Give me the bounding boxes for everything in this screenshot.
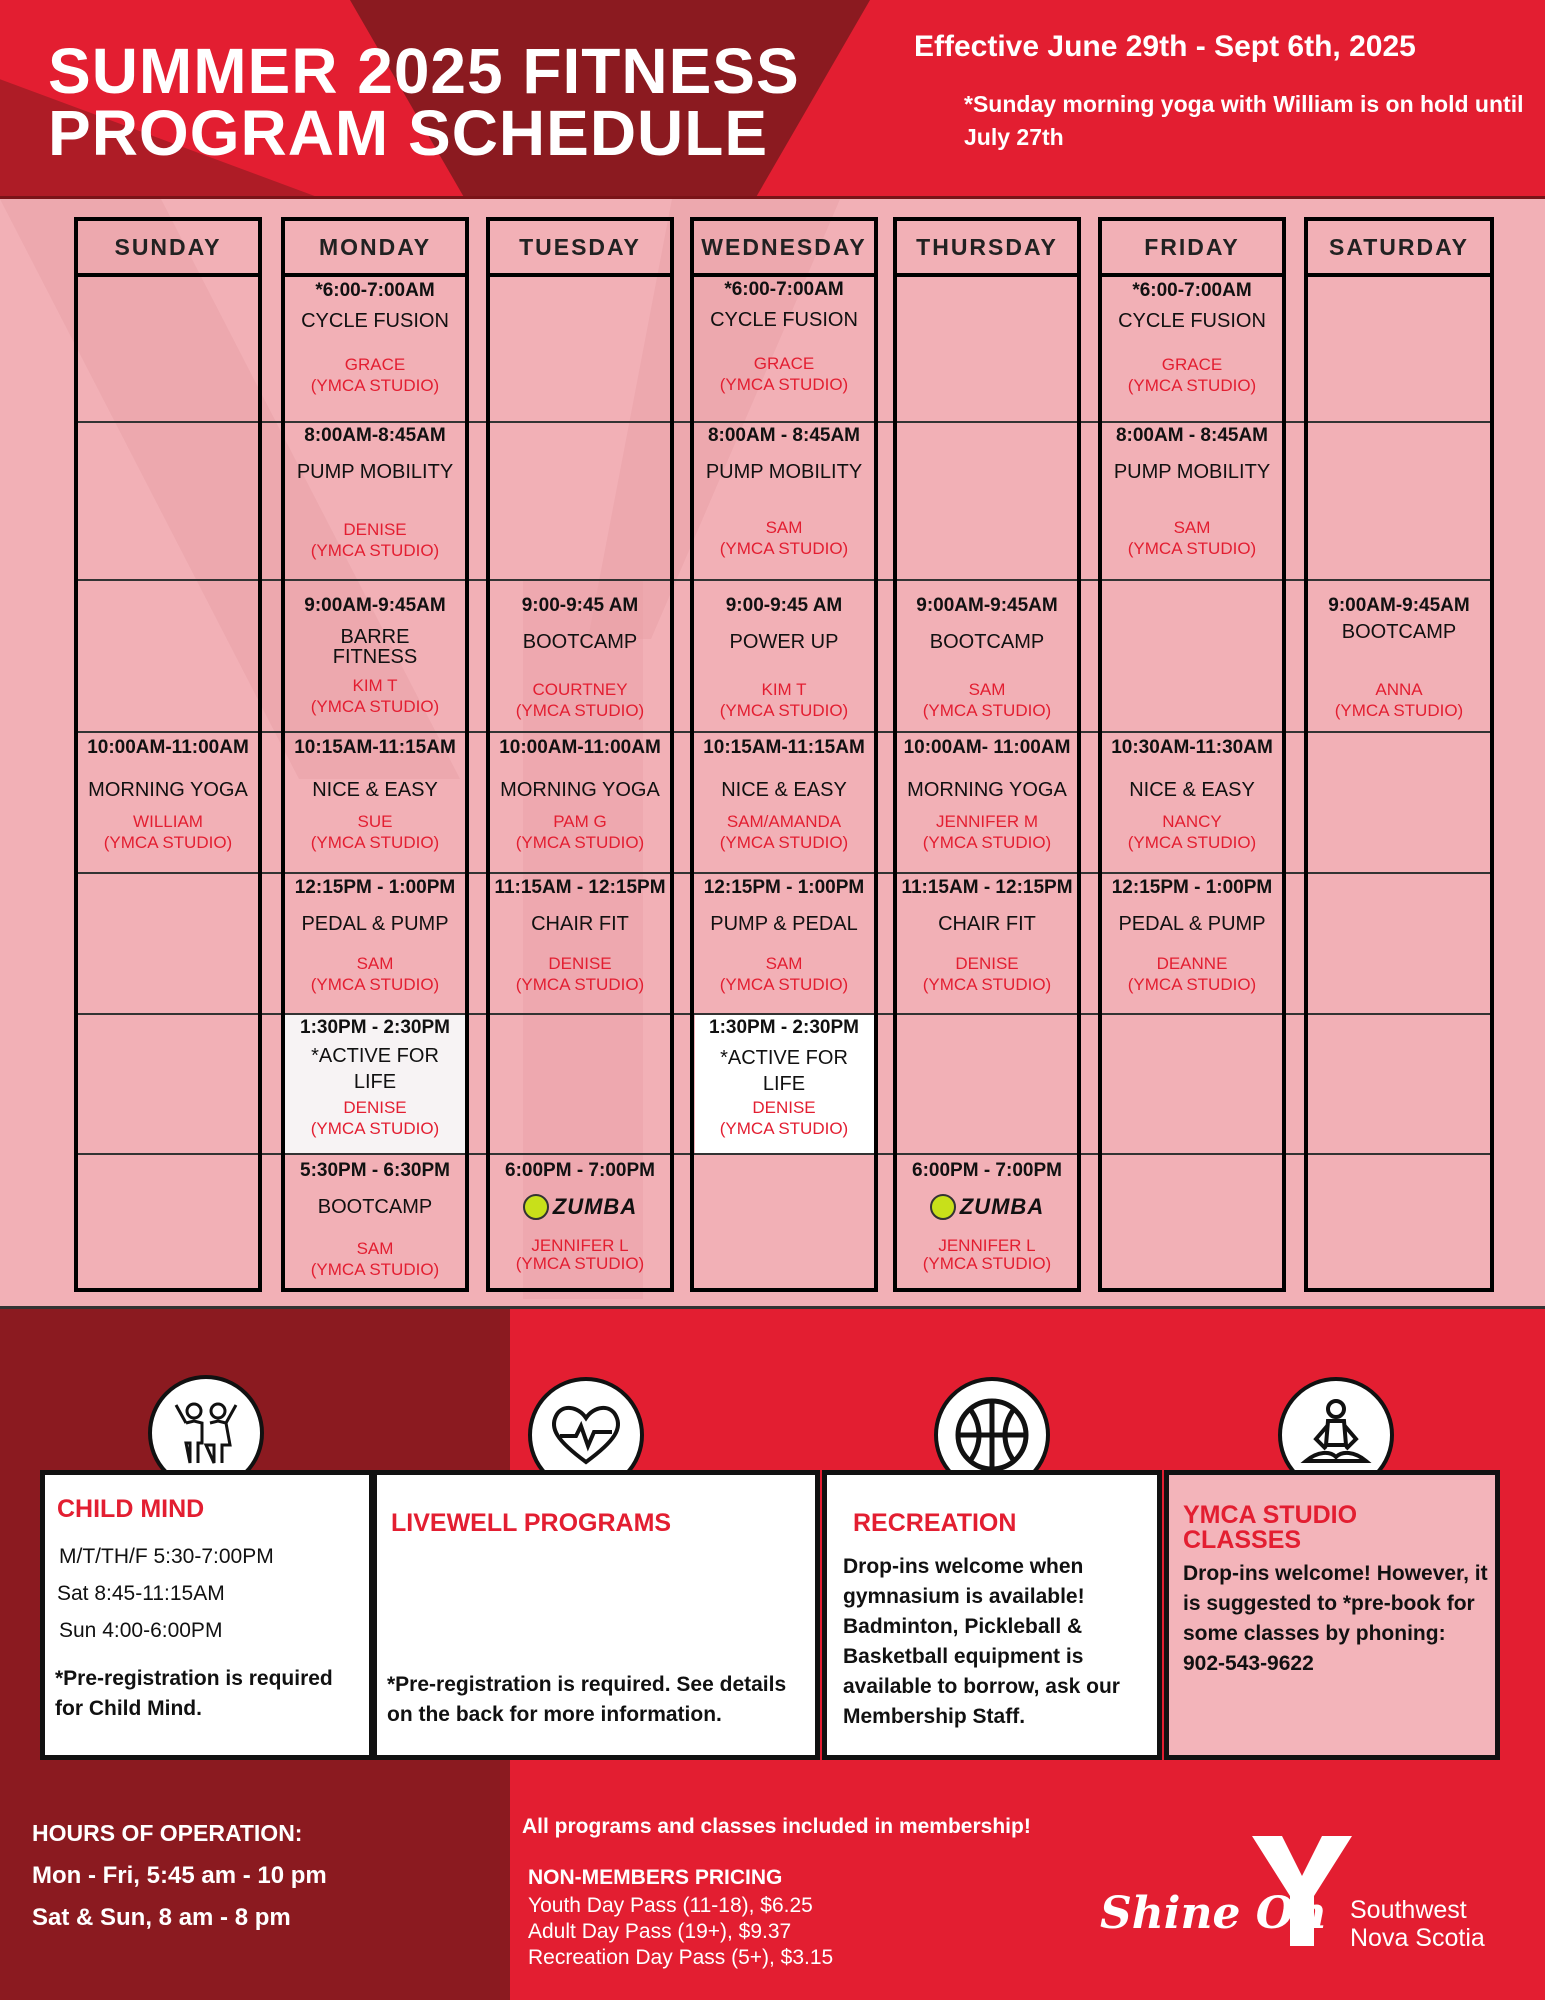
class-time: 9:00AM-9:45AM (304, 595, 446, 616)
class-name: PUMP MOBILITY (296, 461, 454, 483)
livewell-title: LIVEWELL PROGRAMS (391, 1509, 672, 1537)
adult-day-pass: Adult Day Pass (19+), $9.37 (528, 1920, 792, 1943)
class-instructor: PAM G (553, 812, 607, 831)
youth-day-pass: Youth Day Pass (11-18), $6.25 (528, 1894, 813, 1917)
day-header: SUNDAY (78, 221, 258, 277)
class-name: BOOTCAMP (1341, 621, 1457, 643)
zumba-logo (930, 1194, 1044, 1220)
child-mind-hours-1: M/T/TH/F 5:30-7:00PM (59, 1545, 274, 1568)
children-icon-svg (166, 1393, 246, 1473)
class-instructor: SAM/AMANDA (726, 812, 842, 831)
class-cell[interactable] (281, 737, 469, 853)
class-time: 9:00AM-9:45AM (1328, 595, 1470, 616)
class-instructor: WILLIAM (133, 812, 203, 831)
title-line-1: SUMMER 2025 FITNESS (48, 35, 800, 107)
basketball-icon-svg (952, 1395, 1032, 1475)
livewell-note: *Pre-registration is required. See details on the back for more information. (387, 1673, 787, 1726)
class-time: 9:00-9:45 AM (725, 595, 843, 616)
class-name: BOOTCAMP (317, 1196, 433, 1218)
class-time: 12:15PM - 1:00PM (294, 877, 456, 898)
class-instructor: SAM (1173, 518, 1211, 537)
class-name: NICE & EASY (721, 779, 847, 801)
class-cell[interactable] (281, 1160, 469, 1280)
day-header: FRIDAY (1102, 221, 1282, 277)
header-banner (0, 0, 1545, 198)
class-time: 10:15AM-11:15AM (294, 737, 456, 758)
class-instructor: SAM (356, 954, 394, 973)
recreation-box (822, 1470, 1162, 1760)
class-name: PUMP MOBILITY (705, 461, 863, 483)
class-location: (YMCA STUDIO) (719, 1119, 849, 1138)
studio-classes-title: YMCA STUDIO CLASSES (1183, 1501, 1358, 1554)
class-time: 11:15AM - 12:15PM (494, 877, 666, 898)
day-header: WEDNESDAY (694, 221, 874, 277)
class-location: (YMCA STUDIO) (515, 701, 645, 720)
class-instructor: DENISE (343, 1098, 407, 1117)
organization-name (1350, 1896, 1485, 1952)
class-name: *ACTIVE FOR LIFE (720, 1047, 848, 1095)
class-name: NICE & EASY (1129, 779, 1255, 801)
class-time: 9:00AM-9:45AM (916, 595, 1058, 616)
class-instructor: DENISE (343, 520, 407, 539)
class-time: *6:00-7:00AM (1132, 280, 1252, 301)
class-location: (YMCA STUDIO) (515, 1254, 645, 1273)
class-cell[interactable] (281, 1017, 469, 1139)
class-time: 10:00AM-11:00AM (87, 737, 249, 758)
class-instructor: ANNA (1375, 680, 1423, 699)
studio-classes-body: Drop-ins welcome! However, it is suggested to *pre-book for some classes by phoning: 902-543-9622 (1183, 1562, 1488, 1675)
child-mind-hours-2: Sat 8:45-11:15AM (57, 1582, 225, 1605)
child-mind-hours-3: Sun 4:00-6:00PM (59, 1619, 223, 1642)
class-location: (YMCA STUDIO) (1127, 376, 1257, 395)
class-location: (YMCA STUDIO) (310, 697, 440, 716)
livewell-box (372, 1470, 820, 1760)
class-instructor: SAM (356, 1239, 394, 1258)
class-time: 9:00-9:45 AM (521, 595, 639, 616)
class-time: 1:30PM - 2:30PM (300, 1017, 450, 1038)
class-cell[interactable] (486, 877, 674, 995)
child-mind-title: CHILD MIND (57, 1495, 205, 1523)
class-name: PUMP MOBILITY (1113, 461, 1271, 483)
class-cell[interactable] (690, 425, 878, 559)
class-time: 10:15AM-11:15AM (703, 737, 865, 758)
class-cell[interactable] (690, 1017, 878, 1139)
class-location: (YMCA STUDIO) (922, 701, 1052, 720)
class-cell[interactable] (893, 595, 1081, 721)
class-instructor: DENISE (548, 954, 612, 973)
class-instructor: SAM (765, 954, 803, 973)
day-header: MONDAY (285, 221, 465, 277)
class-instructor: SUE (357, 812, 393, 831)
class-name: POWER UP (729, 631, 839, 653)
class-cell[interactable] (893, 877, 1081, 995)
class-time: 6:00PM - 7:00PM (505, 1160, 655, 1181)
class-location: (YMCA STUDIO) (310, 833, 440, 852)
class-location: (YMCA STUDIO) (1127, 833, 1257, 852)
class-instructor: JENNIFER L (531, 1236, 629, 1255)
class-cell[interactable] (690, 737, 878, 853)
class-name: ZUMBA (552, 1194, 638, 1219)
class-instructor: GRACE (344, 355, 406, 374)
membership-included-note: All programs and classes included in membership! (522, 1815, 1031, 1838)
hours-title: HOURS OF OPERATION: (32, 1820, 303, 1846)
class-location: (YMCA STUDIO) (922, 833, 1052, 852)
class-name: *ACTIVE FOR LIFE (311, 1045, 439, 1093)
class-time: 10:30AM-11:30AM (1111, 737, 1273, 758)
class-cell[interactable] (281, 595, 469, 717)
class-cell[interactable] (74, 737, 262, 853)
class-name: MORNING YOGA (907, 779, 1067, 801)
org-line-2: Nova Scotia (1350, 1924, 1485, 1952)
hours-weekday: Mon - Fri, 5:45 am - 10 pm (32, 1862, 327, 1889)
class-instructor: JENNIFER L (938, 1236, 1036, 1255)
class-name: ZUMBA (959, 1194, 1045, 1219)
class-instructor: DEANNE (1156, 954, 1228, 973)
class-cell[interactable] (1098, 425, 1286, 559)
class-location: (YMCA STUDIO) (310, 1260, 440, 1279)
class-cell[interactable] (281, 425, 469, 561)
class-name: BOOTCAMP (522, 631, 638, 653)
class-time: *6:00-7:00AM (724, 279, 844, 300)
class-cell[interactable] (281, 877, 469, 995)
class-location: (YMCA STUDIO) (310, 1119, 440, 1138)
class-name: BOOTCAMP (929, 631, 1045, 653)
class-location: (YMCA STUDIO) (310, 376, 440, 395)
zumba-logo (523, 1194, 637, 1220)
class-cell[interactable] (1098, 877, 1286, 995)
class-time: 8:00AM - 8:45AM (1115, 425, 1269, 446)
class-time: 8:00AM - 8:45AM (707, 425, 861, 446)
class-cell[interactable] (1304, 595, 1494, 721)
class-cell[interactable] (690, 877, 878, 995)
shine-on-tagline: Shine On (1100, 1888, 1327, 1939)
class-time: 6:00PM - 7:00PM (912, 1160, 1062, 1181)
class-location: (YMCA STUDIO) (310, 541, 440, 560)
class-instructor: SAM (765, 518, 803, 537)
class-time: 12:15PM - 1:00PM (703, 877, 865, 898)
zumba-ball-icon (523, 1194, 549, 1220)
class-cell[interactable] (486, 595, 674, 721)
class-location: (YMCA STUDIO) (1127, 975, 1257, 994)
recreation-body: Drop-ins welcome when gymnasium is available! Badminton, Pickleball & Basketball equipment is available to borrow, ask our Membership Staff. (843, 1555, 1120, 1728)
class-time: 5:30PM - 6:30PM (300, 1160, 450, 1181)
class-location: (YMCA STUDIO) (310, 975, 440, 994)
recreation-day-pass: Recreation Day Pass (5+), $3.15 (528, 1946, 834, 1969)
class-name: PEDAL & PUMP (301, 913, 449, 935)
class-location: (YMCA STUDIO) (719, 975, 849, 994)
class-location: (YMCA STUDIO) (103, 833, 233, 852)
class-cell[interactable] (1098, 280, 1286, 396)
class-name: NICE & EASY (312, 779, 438, 801)
class-cell[interactable] (690, 595, 878, 721)
zumba-ball-icon (930, 1194, 956, 1220)
class-instructor: NANCY (1162, 812, 1222, 831)
class-location: (YMCA STUDIO) (719, 701, 849, 720)
class-name: CYCLE FUSION (301, 310, 449, 332)
class-cell[interactable] (281, 280, 469, 396)
class-time: 8:00AM-8:45AM (304, 425, 446, 446)
class-instructor: KIM T (761, 680, 807, 699)
class-cell[interactable] (893, 1160, 1081, 1272)
day-header: THURSDAY (897, 221, 1077, 277)
class-instructor: KIM T (352, 676, 398, 695)
heart-rate-icon-svg (546, 1400, 626, 1470)
class-cell[interactable] (486, 737, 674, 853)
class-time: 12:15PM - 1:00PM (1111, 877, 1273, 898)
hours-weekend: Sat & Sun, 8 am - 8 pm (32, 1904, 291, 1931)
class-name: CHAIR FIT (938, 913, 1036, 935)
class-name: MORNING YOGA (88, 779, 248, 801)
class-location: (YMCA STUDIO) (1127, 539, 1257, 558)
class-location: (YMCA STUDIO) (719, 833, 849, 852)
class-instructor: COURTNEY (532, 680, 628, 699)
class-time: 10:00AM-11:00AM (499, 737, 661, 758)
class-name: CYCLE FUSION (710, 309, 858, 331)
class-instructor: GRACE (1161, 355, 1223, 374)
class-instructor: DENISE (752, 1098, 816, 1117)
yoga-meditation-icon-svg (1296, 1395, 1376, 1475)
class-cell[interactable] (486, 1160, 674, 1272)
class-name: MORNING YOGA (500, 779, 660, 801)
class-instructor: JENNIFER M (936, 812, 1038, 831)
non-members-pricing-title: NON-MEMBERS PRICING (528, 1866, 783, 1889)
ymca-logo-icon (1252, 1836, 1352, 1946)
title-line-2: PROGRAM SCHEDULE (48, 97, 769, 169)
class-time: *6:00-7:00AM (315, 280, 435, 301)
class-location: (YMCA STUDIO) (515, 975, 645, 994)
child-mind-box (40, 1470, 374, 1760)
class-location: (YMCA STUDIO) (719, 539, 849, 558)
org-line-1: Southwest (1350, 1896, 1467, 1924)
class-location: (YMCA STUDIO) (922, 975, 1052, 994)
day-column-saturday (1304, 217, 1494, 1292)
child-mind-note: *Pre-registration is required for Child Mind. (55, 1667, 333, 1720)
hold-note: *Sunday morning yoga with William is on hold until July 27th (964, 91, 1524, 150)
class-cell[interactable] (690, 279, 878, 395)
class-instructor: SAM (968, 680, 1006, 699)
class-cell[interactable] (893, 737, 1081, 853)
class-name: PUMP & PEDAL (710, 913, 858, 935)
class-instructor: GRACE (753, 354, 815, 373)
effective-dates: Effective June 29th - Sept 6th, 2025 (914, 30, 1416, 63)
class-location: (YMCA STUDIO) (515, 833, 645, 852)
class-instructor: DENISE (955, 954, 1019, 973)
class-location: (YMCA STUDIO) (922, 1254, 1052, 1273)
recreation-title: RECREATION (853, 1509, 1017, 1537)
class-name: BARRE FITNESS (332, 626, 418, 668)
class-location: (YMCA STUDIO) (1334, 701, 1464, 720)
class-location: (YMCA STUDIO) (719, 375, 849, 394)
class-time: 1:30PM - 2:30PM (709, 1017, 859, 1038)
class-name: CHAIR FIT (531, 913, 629, 935)
page-title (48, 35, 800, 169)
day-header: SATURDAY (1308, 221, 1490, 277)
studio-classes-box (1164, 1470, 1500, 1760)
class-time: 10:00AM- 11:00AM (903, 737, 1071, 758)
class-time: 11:15AM - 12:15PM (901, 877, 1073, 898)
day-header: TUESDAY (490, 221, 670, 277)
class-cell[interactable] (1098, 737, 1286, 853)
class-name: CYCLE FUSION (1118, 310, 1266, 332)
class-name: PEDAL & PUMP (1118, 913, 1266, 935)
